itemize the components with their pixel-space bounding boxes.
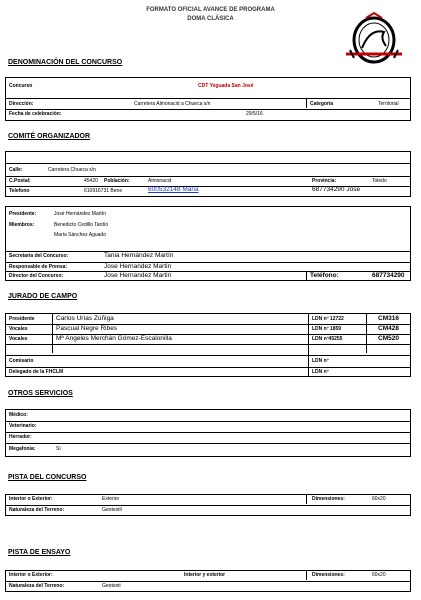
poblacion-label: Población: (104, 178, 130, 184)
miembro-2: María Sánchez Aguado (54, 232, 106, 238)
telefono-bene: 610916731 Bene (84, 188, 123, 194)
federation-emblem-icon (340, 10, 408, 70)
comite-contact-table (5, 151, 411, 197)
director-value: Jose Hernandez Martin (104, 272, 172, 279)
pista-ensayo-table (5, 570, 411, 592)
director-telefono-value: 687734290 (372, 272, 405, 279)
prensa-value: Jose Hernandez Martin (104, 263, 172, 270)
concurso-name: CDT Yeguada San José (198, 83, 254, 89)
jurado-row-2-code: CM428 (378, 325, 399, 332)
miembros-label: Miembros: (9, 222, 35, 228)
telefono-maria-link[interactable]: 600532148 Maria (148, 186, 199, 193)
pista-ensayo-terreno-value: Geotexti (102, 583, 121, 589)
miembro-1: Benedicto Cedillo Tardío (54, 222, 109, 228)
document-title: FORMATO OFICIAL AVANCE DE PROGRAMA (146, 7, 275, 13)
comisario-label: Comisario (9, 358, 34, 364)
pista-ensayo-dim-label: Dimensiones: (312, 572, 345, 578)
megafonia-label: Megafonía: (9, 446, 36, 452)
concurso-label: Concurso (9, 83, 33, 89)
comisario-ldn: LDN nº (312, 358, 329, 364)
delegado-ldn: LDN nº (312, 369, 329, 375)
telefono-label: Telefono (9, 188, 30, 194)
jurado-row-2-role: Vocales (9, 326, 28, 332)
director-telefono-label: Teléfono: (310, 272, 339, 279)
categoria-value: Territorial (378, 101, 399, 107)
secretaria-value: Tania Hernández Martín (104, 252, 174, 259)
jurado-row-3-code: CM520 (378, 335, 399, 342)
cp-label: C.Postal: (9, 178, 31, 184)
provincia-label: Provincia: (312, 178, 337, 184)
provincia-value: Toledo (372, 178, 387, 184)
pista-concurso-dim-value: 60x20 (372, 496, 386, 502)
jurado-table (5, 313, 411, 377)
pista-concurso-table (5, 494, 411, 516)
presidente-value: José Hernández Martín (54, 211, 106, 217)
pista-ensayo-tipo-value: Interior y exterior (184, 572, 226, 578)
delegado-label: Delegado de la FHCLM (9, 369, 64, 375)
section-pista-concurso-title: PISTA DEL CONCURSO (8, 474, 87, 481)
veterinario-label: Veterinario: (9, 423, 37, 429)
herrador-label: Herrador: (9, 434, 32, 440)
jurado-row-1-code: CM316 (378, 315, 399, 322)
otros-table (5, 409, 411, 457)
document-subtitle: DOMA CLÁSICA (187, 16, 234, 22)
categoria-label: Categoría (310, 101, 334, 107)
cp-value: 45420 (84, 178, 98, 184)
fecha-label: Fecha de celebración: (9, 111, 62, 117)
calle-label: Calle: (9, 167, 23, 173)
direccion-label: Dirección: (9, 101, 34, 107)
calle-value: Carretera Chueca s/n (48, 167, 96, 173)
pista-concurso-dim-label: Dimensiones: (312, 496, 345, 502)
poblacion-value: Almonacid (148, 178, 172, 184)
section-denominacion-title: DENOMINACIÓN DEL CONCURSO (8, 59, 123, 66)
megafonia-value: Sí (56, 446, 61, 452)
medico-label: Médico: (9, 412, 28, 418)
section-jurado-title: JURADO DE CAMPO (8, 293, 78, 300)
jurado-row-2-name: Pascual Negre Ribes (56, 325, 118, 332)
pista-ensayo-terreno-label: Naturaleza del Terreno: (9, 583, 65, 589)
presidente-label: Presidente: (9, 211, 37, 217)
pista-concurso-tipo-label: Interior o Exterior: (9, 496, 53, 502)
denominacion-table (5, 77, 411, 121)
pista-ensayo-dim-value: 60x20 (372, 572, 386, 578)
pista-ensayo-tipo-label: Interior o Exterior: (9, 572, 53, 578)
pista-concurso-terreno-label: Naturaleza del Terreno: (9, 507, 65, 513)
jurado-row-1-ldn: LDN nº 12722 (312, 316, 344, 322)
jurado-row-1-name: Carlos Urías Zúñiga (56, 315, 114, 322)
secretaria-label: Secretaría del Concurso: (9, 253, 69, 259)
prensa-label: Responsable de Prensa: (9, 264, 68, 270)
direccion-value: Carretera Almonacid a Chueca s/n (134, 101, 211, 107)
jurado-row-3-ldn: LDN nº45255 (312, 336, 343, 342)
section-pista-ensayo-title: PISTA DE ENSAYO (8, 549, 71, 556)
telefono-jose: 687734290 Jose (312, 186, 361, 193)
jurado-row-3-role: Vocales (9, 336, 28, 342)
director-label: Director del Concurso: (9, 273, 64, 279)
comite-members-table (5, 206, 411, 281)
section-comite-title: COMITÉ ORGANIZADOR (8, 133, 91, 140)
jurado-row-1-role: Presidente (9, 316, 35, 322)
pista-concurso-terreno-value: Geotextil (102, 507, 122, 513)
pista-concurso-tipo-value: Exterior (102, 496, 120, 502)
jurado-row-2-ldn: LDN nº 1859 (312, 326, 342, 332)
section-otros-title: OTROS SERVICIOS (8, 390, 73, 397)
fecha-value: 29/5/16 (246, 111, 263, 117)
jurado-row-3-name: Mª Angeles Merchán Gómez-Escalonilla (56, 335, 172, 342)
